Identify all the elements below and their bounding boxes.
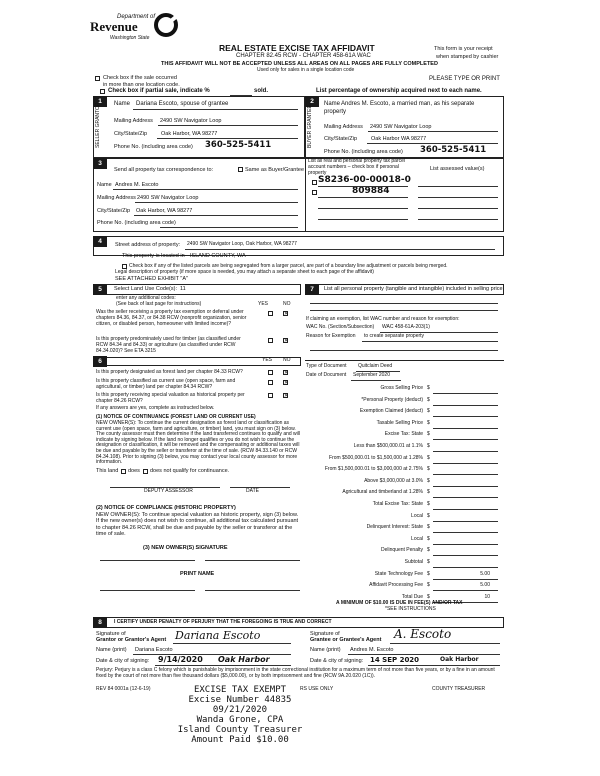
grantor-print-label: Name (print) [96, 647, 127, 653]
does-label: does [128, 468, 140, 474]
s5-yes-header: YES [258, 301, 269, 307]
parcel-line-4 [318, 219, 408, 220]
partial-sale-sold: sold. [254, 88, 269, 94]
print-name-heading: PRINT NAME [180, 571, 215, 577]
s6-question-2: Is this property classified as current use (open space, farm and agricultural, or timber) land per chapter 84.34 RCW? [96, 378, 236, 390]
seller-city[interactable]: Oak Harbor, WA 98277 [161, 131, 218, 137]
does-qualify-checkbox[interactable] [121, 469, 126, 474]
tax-row-currency: $ [427, 535, 430, 542]
tax-row-currency: $ [427, 431, 430, 438]
tax-row-label: Local [411, 535, 423, 542]
doc-date-line [351, 380, 401, 381]
multiple-location-line1: Check box if the sale occurred [103, 75, 177, 81]
tax-row-label: Total Due [401, 593, 423, 600]
logo-name: Revenue [90, 19, 138, 34]
tax-row-value[interactable]: 10 [484, 593, 490, 600]
tax-row-value[interactable]: 5.00 [480, 582, 490, 589]
wac-label: WAC No. (Section/Subsection) [306, 324, 375, 330]
buyer-name-2[interactable]: property [324, 109, 347, 115]
seller-phone-label: Phone No. (including area code) [114, 144, 193, 150]
buyer-phone[interactable]: 360-525-5411 [420, 145, 487, 155]
s5-q1-no-checkbox[interactable]: ✕ [284, 311, 289, 317]
tax-row-label: Taxable Selling Price [376, 419, 423, 426]
multiple-location-checkbox[interactable] [95, 76, 100, 81]
section-6-number: 6 [93, 356, 107, 367]
receipt-note-2: when stamped by cashier [436, 54, 499, 60]
seller-mail[interactable]: 2490 SW Navigator Loop [160, 118, 222, 124]
buyer-city-line [367, 143, 498, 144]
located-in-label: This property is located in [122, 253, 185, 259]
tax-row-currency: $ [427, 582, 430, 589]
form-only-for: Used only for sales in a single location code [257, 67, 355, 73]
tax-row-line[interactable] [433, 405, 498, 406]
tax-row-line[interactable] [433, 474, 498, 475]
section-8-number: 8 [93, 617, 107, 628]
buyer-name-1[interactable]: Andres M. Escoto, a married man, as his separate [341, 101, 475, 107]
tax-row-line[interactable] [433, 451, 498, 452]
same-as-buyer-checkbox[interactable] [238, 167, 243, 172]
street-address-label: Street address of property: [115, 242, 181, 248]
tax-row-label: Above $3,000,000 at 3.0% [364, 477, 423, 484]
buyer-mail-label: Mailing Address [324, 124, 363, 130]
grantee-signature-line [390, 643, 500, 644]
notice-2-heading: (2) NOTICE OF COMPLIANCE (HISTORIC PROPERTY) [96, 505, 236, 511]
new-owner-signature-heading: (3) NEW OWNER(S) SIGNATURE [143, 545, 228, 551]
segregate-label: Check box if any of the listed parcels are being segregated from a larger parcel, are part of a boundary line adjustment or parcels being merged. [129, 263, 448, 269]
tax-row-currency: $ [427, 385, 430, 391]
assessed-line-4 [418, 219, 498, 220]
rs-use-only: RS USE ONLY [300, 686, 334, 692]
s5-q2-yes-checkbox[interactable] [268, 338, 273, 343]
wac-number[interactable]: WAC 458-61A-203(1) [382, 324, 430, 330]
tax-row-currency: $ [427, 454, 430, 461]
send-correspondence-label: Send all property tax correspondence to: [114, 167, 214, 173]
tax-row-label: Excise Tax: State [384, 431, 423, 438]
tax-row-line[interactable] [433, 532, 498, 533]
s6-q3-yes-checkbox[interactable] [268, 393, 273, 398]
correspondence-phone-line [160, 227, 298, 228]
certify-statement: I CERTIFY UNDER PENALTY OF PERJURY THAT THE FOREGOING IS TRUE AND CORRECT [114, 619, 332, 625]
s5-question-1: Was the seller receiving a property tax exemption or deferral under chapters 84.36, 84.37, or 84.38 RCW (nonprofit organization, senior citizen, or disabled person, homeowner with limited income)? [96, 309, 247, 327]
correspondence-phone-label: Phone No. (including area code) [97, 220, 176, 226]
assessed-line-2 [418, 197, 498, 198]
correspondence-mail-label: Mailing Address [97, 195, 136, 201]
tax-row-line[interactable] [433, 486, 498, 487]
same-as-buyer-label: Same as Buyer/Grantee [245, 167, 305, 173]
s5-q1-yes-checkbox[interactable] [268, 311, 273, 316]
s6-question-1: Is this property designated as forest land per chapter 84.33 RCW? [96, 369, 243, 375]
section-5-number: 5 [93, 284, 107, 295]
doc-date[interactable]: September 2020 [353, 372, 390, 378]
tax-row-label: From $1,500,000.01 to $3,000,000 at 2.75% [324, 466, 423, 473]
tax-row-label: Subtotal [404, 559, 423, 565]
grantor-signature[interactable]: Dariana Escoto [175, 629, 261, 642]
form-warning: THIS AFFIDAVIT WILL NOT BE ACCEPTED UNLESS ALL AREAS ON ALL PAGES ARE FULLY COMPLETED [161, 61, 438, 67]
ownership-note: List percentage of ownership acquired next to each name. [316, 88, 482, 94]
assessed-line-1 [418, 186, 498, 187]
tax-row-line[interactable] [433, 463, 498, 464]
parcel-number-1[interactable]: S8236-00-00018-0 [318, 175, 411, 185]
this-land-label: This land [96, 468, 119, 474]
parcel-number-2[interactable]: 809884 [352, 186, 390, 196]
tax-row-label: Less than $500,000.01 at 1.1% [353, 443, 423, 449]
notice-1-body: NEW OWNER(S): To continue the current designation as forest land or classification as current use (open space, farm and agriculture, or timber) land, you must sign on (3) below. The county assessor must then determine if the land transferred continues to qualify and will indicate by signing below. If the land no longer qualifies or you do not wish to continue the designation or classification, it will be removed and the compensating or additional taxes will be due and payable by the seller or transferor at the time of sale. (RCW 84.33.140 or RCW 84.34.108). Prior to signing (3) below, you may contact your local county assessor for more information. [96, 420, 300, 466]
grantee-date-line [368, 665, 500, 666]
tax-row-line[interactable] [433, 509, 498, 510]
buyer-mail-line [368, 131, 498, 132]
print-name-line-1[interactable] [100, 590, 195, 591]
multiple-location-line2: in more than one location code. [103, 82, 180, 88]
logo-state: Washington State [110, 35, 150, 41]
personal-property-line-2 [310, 310, 498, 311]
perjury-statement: Perjury: Perjury is a class C felony which is punishable by imprisonment in the state correctional institution for a maximum term of not more than five years, or by a fine in an amount fixed by the court of not more than five thousand dollars ($5,000.00), or by both imprisonment and fine (RCW 9A.20.020 (1C)). [96, 667, 495, 679]
tax-row-currency: $ [427, 524, 430, 531]
grantee-print-name[interactable]: Andres M. Escoto [350, 647, 394, 653]
tax-row-label: Delinquent Interest: State [366, 524, 423, 531]
tax-row-line[interactable] [433, 439, 498, 440]
tax-row-currency: $ [427, 512, 430, 519]
new-owner-signature-line-2[interactable] [205, 560, 300, 561]
form-title: REAL ESTATE EXCISE TAX AFFIDAVIT [219, 43, 375, 53]
grantee-sign-date[interactable]: 14 SEP 2020 [370, 656, 420, 664]
tax-row-line[interactable] [433, 416, 498, 417]
s6-question-3: Is this property receiving special valuation as historical property per chapter 84.26 RCW? [96, 392, 245, 404]
section-7-number: 7 [305, 284, 319, 295]
tax-row-label: Affidavit Processing Fee [369, 582, 423, 589]
deputy-assessor-label: DEPUTY ASSESSOR [144, 488, 193, 494]
s6-q2-yes-checkbox[interactable] [268, 380, 273, 385]
reason-line [362, 341, 498, 342]
grantor-date-line [155, 665, 291, 666]
buyer-mail[interactable]: 2490 SW Navigator Loop [370, 124, 432, 130]
buyer-name-label: Name [324, 101, 341, 107]
tax-row-label: State Technology Fee [374, 570, 423, 577]
parcel-personal-checkbox-2[interactable] [312, 190, 317, 195]
reason-label: Reason for Exemption [306, 333, 356, 339]
tax-row-currency: $ [427, 501, 430, 507]
tax-row-label: *Personal Property (deduct) [361, 396, 423, 403]
s6-q1-no-checkbox[interactable]: ✕ [284, 370, 289, 376]
partial-sale-label: Check box if partial sale, indicate % [108, 88, 210, 94]
section-7-divider [305, 360, 504, 361]
buyer-city[interactable]: Oak Harbor WA 98277 [371, 136, 427, 142]
s6-q1-yes-checkbox[interactable] [268, 370, 273, 375]
assessed-line-3 [418, 208, 498, 209]
s6-q2-no-checkbox[interactable]: ✕ [284, 380, 289, 386]
tax-row-label: Gross Selling Price [380, 385, 423, 391]
tax-row-line[interactable] [433, 428, 498, 429]
seller-name-label: Name [114, 101, 131, 107]
tax-row-currency: $ [427, 570, 430, 577]
tax-row-currency: $ [427, 408, 430, 415]
tax-row-label: Total Excise Tax: State [372, 501, 423, 507]
grantor-date-label: Date & city of signing: [96, 658, 150, 664]
tax-row-currency: $ [427, 489, 430, 496]
tax-row-line[interactable] [433, 393, 498, 394]
doc-type-label: Type of Document [306, 363, 347, 369]
notice-1-heading: (1) NOTICE OF CONTINUANCE (FOREST LAND OR CURRENT USE) [96, 414, 256, 420]
logo-dept: Department of [117, 14, 156, 20]
tax-row-label: Agricultural and timberland at 1.28% [342, 489, 423, 496]
tax-row-currency: $ [427, 443, 430, 449]
grantor-sig-label-2: Grantor or Grantor's Agent [96, 637, 167, 643]
tax-row-label: Local [411, 512, 423, 519]
correspondence-mail-line [135, 202, 298, 203]
tax-row-line[interactable] [433, 555, 498, 556]
s5-q2-no-checkbox[interactable]: ✕ [284, 338, 289, 344]
claiming-exemption-label: If claiming an exemption, list WAC number and reason for exemption: [306, 316, 460, 322]
tax-row-line[interactable] [433, 567, 498, 568]
tax-row-currency: $ [427, 593, 430, 600]
grantor-signature-line [173, 643, 291, 644]
grantor-sig-label-1: Signature of [96, 631, 126, 637]
section-2-number: 2 [305, 96, 319, 107]
attached-exhibit[interactable]: SEE ATTACHED EXHIBIT "A" [115, 276, 188, 282]
stamp-line-2: Excise Number 44835 [188, 695, 292, 705]
assessed-head: List assessed value(s) [430, 166, 485, 172]
assessor-date-line[interactable] [230, 487, 290, 488]
form-revision: REV 84 0001a (12-6-19) [96, 686, 151, 692]
tax-row-line[interactable] [433, 497, 498, 498]
stamp-line-4: Wanda Grone, CPA [196, 715, 284, 725]
reason-value[interactable]: to create separate property [364, 333, 425, 339]
located-in[interactable]: ISLAND COUNTY, WA [190, 253, 246, 259]
tax-row-line[interactable] [433, 521, 498, 522]
notice-2-body: NEW OWNER(S): To continue special valuation as historic property, sign (3) below. If the new owner(s) does not wish to continue, all additional tax calculated pursuant to chapter 84.26 RCW, shall be due and payable by the seller or transferor at the time of sale. [96, 512, 299, 537]
county-treasurer-label: COUNTY TREASURER [432, 686, 486, 692]
tax-row-line[interactable] [433, 590, 498, 591]
correspondence-mail[interactable]: 2490 SW Navigator Loop [137, 195, 199, 201]
stamp-line-6: Amount Paid $10.00 [191, 735, 289, 745]
parcel-personal-checkbox-1[interactable] [312, 180, 317, 185]
parcel-line-1 [318, 186, 408, 187]
tax-row-label: Delinquent Penalty [381, 547, 423, 554]
grantor-sign-date[interactable]: 9/14/2020 [158, 655, 203, 664]
seller-city-line [157, 138, 298, 139]
parcel-line-3 [318, 208, 408, 209]
tax-row-line[interactable] [433, 544, 498, 545]
reason-line-2 [310, 350, 498, 351]
street-address[interactable]: 2490 SW Navigator Loop, Oak Harbor, WA 98277 [187, 241, 297, 247]
please-type: PLEASE TYPE OR PRINT [429, 76, 500, 82]
tax-row-currency: $ [427, 396, 430, 403]
grantor-sign-city[interactable]: Oak Harbor [218, 655, 270, 664]
correspondence-city[interactable]: Oak Harbor, WA 98277 [136, 208, 193, 214]
correspondence-city-label: City/State/Zip [97, 208, 131, 214]
receipt-note-1: This form is your receipt [434, 46, 493, 52]
doc-date-label: Date of Document [306, 372, 347, 378]
seller-mail-line [158, 125, 298, 126]
parcel-head-2: account numbers – check box if personal [308, 164, 399, 170]
correspondence-name-line [113, 189, 298, 190]
section-1-number: 1 [93, 96, 107, 107]
grantee-print-label: Name (print) [310, 647, 341, 653]
form-chapter: CHAPTER 82.45 RCW - CHAPTER 458-61A WAC [236, 53, 371, 59]
new-owner-signature-line-1[interactable] [100, 560, 195, 561]
grantee-sig-label-2: Grantee or Grantee's Agent [310, 637, 382, 643]
buyer-phone-label: Phone No. (including area code) [324, 149, 403, 155]
stamp-line-5: Island County Treasurer [177, 725, 303, 735]
section-3-number: 3 [93, 158, 107, 169]
seller-city-label: City/State/Zip [114, 131, 148, 137]
tax-row-currency: $ [427, 419, 430, 426]
grantee-date-label: Date & city of signing: [310, 658, 364, 664]
assessor-date-label: DATE [246, 488, 259, 494]
s6-q3-no-checkbox[interactable]: ✕ [284, 393, 289, 399]
parcel-head-3: property [308, 170, 327, 176]
seller-side-label: SELLER GRANTOR [95, 102, 101, 148]
personal-property-line-1 [310, 303, 498, 304]
tax-row-label: Exemption Claimed (deduct) [359, 408, 423, 415]
grantee-sig-label-1: Signature of [310, 631, 340, 637]
partial-sale-checkbox[interactable] [100, 89, 105, 94]
s5-no-header: NO [283, 301, 291, 307]
stamp-line-1: EXCISE TAX EXEMPT [193, 685, 287, 695]
additional-codes-label: enter any additional codes: [116, 295, 176, 301]
tax-row-currency: $ [427, 466, 430, 473]
seller-mail-label: Mailing Address [114, 118, 153, 124]
legal-description-label: Legal description of property (if more space is needed, you may attach a separate sheet to each page of the affidavit) [115, 269, 374, 275]
grantee-print-line [348, 654, 500, 655]
revenue-swirl-icon [153, 12, 181, 38]
s6-yes-header: YES [262, 357, 273, 363]
tax-row-label: From $500,000.01 to $1,500,000 at 1.28% [329, 454, 423, 461]
does-not-qualify-checkbox[interactable] [143, 469, 148, 474]
see-back-label: (See back of last page for instructions) [116, 301, 202, 307]
correspondence-name-label: Name [97, 182, 112, 188]
correspondence-city-line [134, 215, 298, 216]
see-instructions-note: *SEE INSTRUCTIONS [385, 606, 436, 612]
parcel-line-2 [318, 197, 408, 198]
grantee-signature[interactable]: A. Escoto [394, 627, 452, 641]
buyer-side-label: BUYER GRANTEE [307, 105, 313, 148]
tax-row-currency: $ [427, 477, 430, 484]
does-not-qualify-label: does not qualify for continuance. [150, 468, 230, 474]
print-name-line-2[interactable] [205, 590, 300, 591]
stamp-line-3: 09/21/2020 [212, 705, 268, 715]
street-address-line [185, 249, 495, 250]
parcel-head-1: List all real and personal property tax parcel [308, 158, 405, 164]
seller-name[interactable]: Dariana Escoto, spouse of grantee [136, 101, 229, 107]
grantor-print-name[interactable]: Dariana Escoto [135, 647, 173, 653]
tax-row-currency: $ [427, 559, 430, 565]
buyer-city-label: City/State/Zip [324, 136, 358, 142]
seller-name-line [133, 109, 298, 110]
seller-phone[interactable]: 360-525-5411 [205, 140, 272, 150]
section-3-divider [305, 158, 306, 232]
if-any-yes: If any answers are yes, complete as instructed below. [96, 405, 215, 411]
personal-property-label: List all personal property (tangible and intangible) included in selling price. [324, 286, 505, 292]
s5-question-2: Is this property predominately used for timber (as classified under RCW 84.34 and 84.33) or agriculture (as classified under RCW 84.34.020)? See ETA 3215 [96, 336, 241, 354]
s6-no-header: NO [283, 357, 291, 363]
tax-row-value[interactable]: 5.00 [480, 570, 490, 577]
section-4-number: 4 [93, 236, 107, 247]
minimum-due-note: A MINIMUM OF $10.00 IS DUE IN FEE(S) AND/OR TAX [336, 600, 463, 606]
tax-row-line[interactable] [433, 579, 498, 580]
doc-type[interactable]: Quitclaim Deed [358, 363, 393, 369]
land-use-code[interactable]: 11 [180, 286, 186, 292]
land-use-label: Select Land Use Code(s): [114, 286, 177, 292]
tax-row-currency: $ [427, 547, 430, 554]
grantee-sign-city[interactable]: Oak Harbor [440, 656, 479, 663]
correspondence-name[interactable]: Andres M. Escoto [115, 182, 159, 188]
